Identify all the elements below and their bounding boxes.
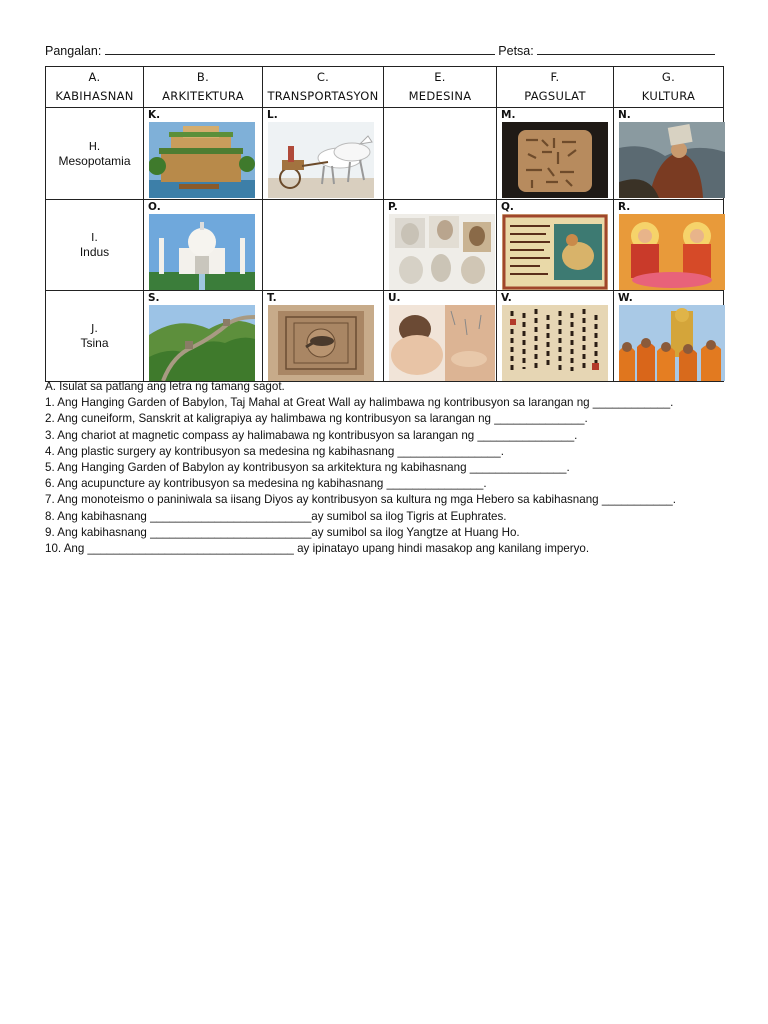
col-header-medesina: E. MEDESINA [384,67,497,108]
name-blank[interactable] [105,43,495,55]
question-3: 3. Ang chariot at magnetic compass ay halimabawa ng kontribusyon sa larangan ng _______________. [45,428,578,442]
cell-r: R. [614,200,724,291]
cell-s: S. [144,291,263,382]
chariot-image [268,122,374,198]
cell-n: N. [614,108,724,200]
moses-painting-image [619,122,725,198]
cuneiform-tablet-image [502,122,608,198]
buddhist-monks-image [619,305,725,381]
cell-o: O. [144,200,263,291]
name-date-line [45,43,715,58]
hanging-gardens-image [149,122,255,198]
col-header-pagsulat: F. PAGSULAT [497,67,614,108]
calligraphy-image [502,305,608,381]
col-header-kultura: G. KULTURA [614,67,724,108]
col-header-arkitektura: B. ARKITEKTURA [144,67,263,108]
cell-t: T. [263,291,384,382]
cell-w: W. [614,291,724,382]
cell-l: L. [263,108,384,200]
great-wall-image [149,305,255,381]
question-9: 9. Ang kabihasnang _________________________ay sumibol sa ilog Yangtze at Huang Ho. [45,525,520,539]
sanskrit-manuscript-image [502,214,608,290]
question-1: 1. Ang Hanging Garden of Babylon, Taj Mahal at Great Wall ay halimbawa ng kontribusyon sa larangan ng ____________. [45,396,674,410]
table-row-mesopotamia [46,108,724,200]
table-row-tsina [46,291,724,382]
question-8: 8. Ang kabihasnang _________________________ay sumibol sa ilog Tigris at Euphrates. [45,509,507,523]
cell-k: K. [144,108,263,200]
plastic-surgery-image [389,214,495,290]
cell-empty-medesina-mesopotamia[interactable] [384,108,497,200]
question-10: 10. Ang ________________________________ ay ipinatayo upang hindi masakop ang kanilang imperyo. [45,542,590,556]
hindu-deities-image [619,214,725,290]
cell-v: V. [497,291,614,382]
cell-u: U. [384,291,497,382]
table-row-indus [46,200,724,291]
civilization-table [45,66,724,382]
name-label: Pangalan: [45,44,102,58]
date-blank[interactable] [537,43,715,55]
instructions-text: A. Isulat sa patlang ang letra ng tamang sagot. [45,380,285,393]
cell-m: M. [497,108,614,200]
row-label-mesopotamia: H. Mesopotamia [46,108,144,200]
cell-p: P. [384,200,497,291]
acupuncture-image [389,305,495,381]
table-header-row [46,67,724,108]
question-6: 6. Ang acupuncture ay kontribusyon sa medesina ng kabihasnang _______________. [45,477,487,491]
question-5: 5. Ang Hanging Garden of Babylon ay kontribusyon sa arkitektura ng kabihasnang _______________. [45,461,570,475]
cell-empty-transportasyon-indus[interactable] [263,200,384,291]
row-label-tsina: J. Tsina [46,291,144,382]
questions-section [45,379,676,557]
taj-mahal-image [149,214,255,290]
date-label: Petsa: [498,44,534,58]
col-header-transportasyon: C. TRANSPORTASYON [263,67,384,108]
question-7: 7. Ang monoteismo o paniniwala sa iisang Diyos ay kontribusyon sa kultura ng mga Hebero sa kabihasnang ___________. [45,493,676,507]
row-label-indus: I. Indus [46,200,144,291]
cell-q: Q. [497,200,614,291]
question-4: 4. Ang plastic surgery ay kontribusyon sa medesina ng kabihasnang ________________. [45,444,504,458]
question-2: 2. Ang cuneiform, Sanskrit at kaligrapiya ay halimbawa ng kontribusyon sa larangan ng ______________. [45,412,588,426]
col-header-kabihasnan: A. KABIHASNAN [46,67,144,108]
magnetic-compass-image [268,305,374,381]
